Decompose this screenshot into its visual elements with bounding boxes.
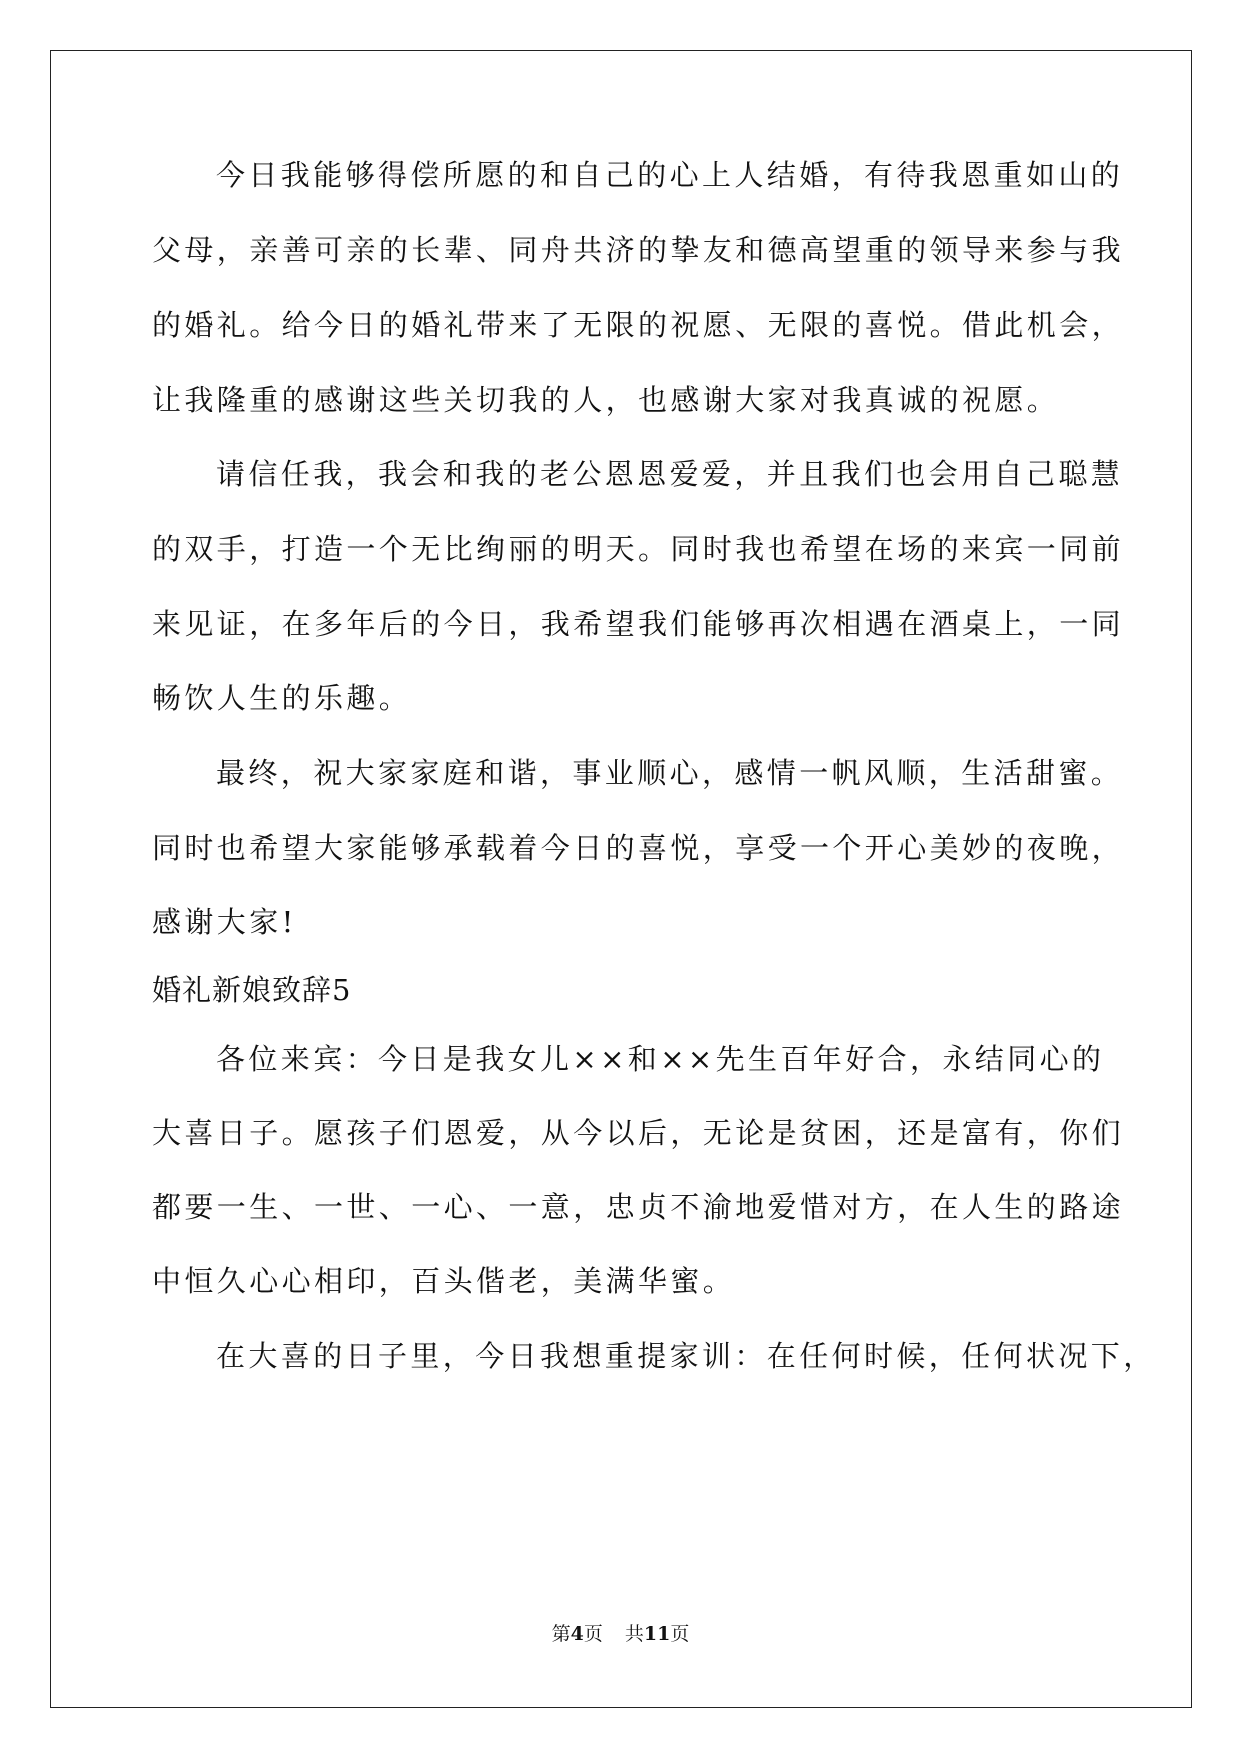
paragraph-line: 今日我能够得偿所愿的和自己的心上人结婚，有待我恩重如山的 [216, 158, 1124, 192]
paragraph-line: 大喜日子。愿孩子们恩爱，从今以后，无论是贫困，还是富有，你们 [152, 1116, 1125, 1150]
paragraph-line: 都要一生、一世、一心、一意，忠贞不渝地爱惜对方，在人生的路途 [152, 1190, 1125, 1224]
paragraph-line: 的双手，打造一个无比绚丽的明天。同时我也希望在场的来宾一同前 [152, 532, 1125, 566]
footer-total-suffix: 页 [670, 1623, 690, 1645]
paragraph-line: 请信任我，我会和我的老公恩恩爱爱，并且我们也会用自己聪慧 [216, 457, 1124, 491]
paragraph-line: 感谢大家! [152, 905, 297, 939]
paragraph-line: 的婚礼。给今日的婚礼带来了无限的祝愿、无限的喜悦。借此机会， [152, 308, 1125, 342]
paragraph-line: 父母，亲善可亲的长辈、同舟共济的挚友和德高望重的领导来参与我 [152, 233, 1125, 267]
footer-page-number: 4 [570, 1623, 584, 1645]
paragraph-line: 让我隆重的感谢这些关切我的人，也感谢大家对我真诚的祝愿。 [152, 383, 1060, 417]
page-border [50, 50, 1192, 1708]
paragraph-line: 来见证，在多年后的今日，我希望我们能够再次相遇在酒桌上，一同 [152, 607, 1125, 641]
paragraph-line: 最终，祝大家家庭和谐，事业顺心，感情一帆风顺，生活甜蜜。 [216, 756, 1124, 790]
paragraph-line: 在大喜的日子里，今日我想重提家训：在任何时候，任何状况下， [216, 1339, 1156, 1373]
paragraph-line: 同时也希望大家能够承载着今日的喜悦，享受一个开心美妙的夜晚， [152, 831, 1125, 865]
paragraph-line: 畅饮人生的乐趣。 [152, 681, 412, 715]
footer-page-suffix: 页 [583, 1623, 603, 1645]
footer-prefix: 第 [551, 1623, 571, 1645]
footer-total-prefix: 共 [624, 1623, 644, 1645]
page-footer [0, 1622, 1241, 1646]
footer-total-pages: 11 [643, 1623, 671, 1645]
paragraph-line: 中恒久心心相印，百头偕老，美满华蜜。 [152, 1264, 736, 1298]
paragraph-line: 各位来宾：今日是我女儿××和××先生百年好合，永结同心的 [216, 1042, 1105, 1076]
section-heading: 婚礼新娘致辞5 [152, 973, 352, 1007]
